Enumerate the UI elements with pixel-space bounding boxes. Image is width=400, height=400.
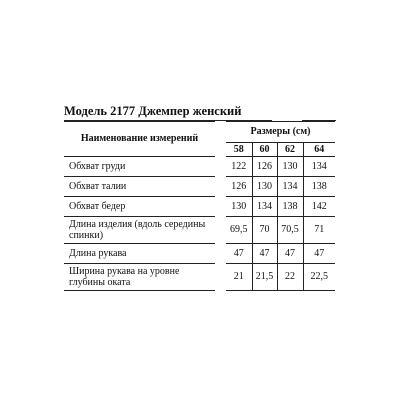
measurement-header: Наименование измерений bbox=[64, 122, 215, 157]
table-row bbox=[64, 197, 335, 217]
measurement-value: 70,5 bbox=[277, 217, 303, 244]
table-row bbox=[64, 177, 335, 197]
measurement-value: 22,5 bbox=[303, 264, 335, 291]
measurement-value: 134 bbox=[252, 197, 277, 217]
table-row bbox=[64, 217, 335, 244]
measurement-name: Обхват талии bbox=[64, 177, 215, 197]
measurement-name: Обхват груди bbox=[64, 157, 215, 177]
size-header: 60 bbox=[252, 143, 277, 157]
size-table bbox=[64, 121, 335, 291]
measurement-value: 122 bbox=[226, 157, 252, 177]
measurement-value: 70 bbox=[252, 217, 277, 244]
measurement-name: Длина рукава bbox=[64, 244, 215, 264]
measurement-value: 126 bbox=[252, 157, 277, 177]
measurement-value: 47 bbox=[226, 244, 252, 264]
measurement-value: 130 bbox=[226, 197, 252, 217]
measurement-name: Ширина рукава на уровне глубины оката bbox=[64, 264, 215, 291]
measurement-value: 47 bbox=[303, 244, 335, 264]
measurement-value: 22 bbox=[277, 264, 303, 291]
table-row bbox=[64, 264, 335, 291]
size-header: 62 bbox=[277, 143, 303, 157]
measurement-value: 21 bbox=[226, 264, 252, 291]
measurement-value: 130 bbox=[252, 177, 277, 197]
measurement-value: 71 bbox=[303, 217, 335, 244]
measurement-value: 134 bbox=[277, 177, 303, 197]
measurement-value: 47 bbox=[252, 244, 277, 264]
measurement-value: 126 bbox=[226, 177, 252, 197]
measurement-value: 142 bbox=[303, 197, 335, 217]
measurement-value: 138 bbox=[303, 177, 335, 197]
measurement-value: 47 bbox=[277, 244, 303, 264]
size-header: 64 bbox=[303, 143, 335, 157]
model-title: Модель 2177 Джемпер женский bbox=[64, 104, 242, 118]
sizes-header: Размеры (см) bbox=[226, 122, 335, 143]
measurement-name: Длина изделия (вдоль середины спинки) bbox=[64, 217, 215, 244]
measurement-value: 138 bbox=[277, 197, 303, 217]
measurement-value: 21,5 bbox=[252, 264, 277, 291]
header-row-1 bbox=[64, 122, 335, 143]
table-row bbox=[64, 157, 335, 177]
measurement-value: 130 bbox=[277, 157, 303, 177]
measurement-name: Обхват бедер bbox=[64, 197, 215, 217]
table-row bbox=[64, 244, 335, 264]
measurement-value: 69,5 bbox=[226, 217, 252, 244]
measurement-value: 134 bbox=[303, 157, 335, 177]
size-header: 58 bbox=[226, 143, 252, 157]
